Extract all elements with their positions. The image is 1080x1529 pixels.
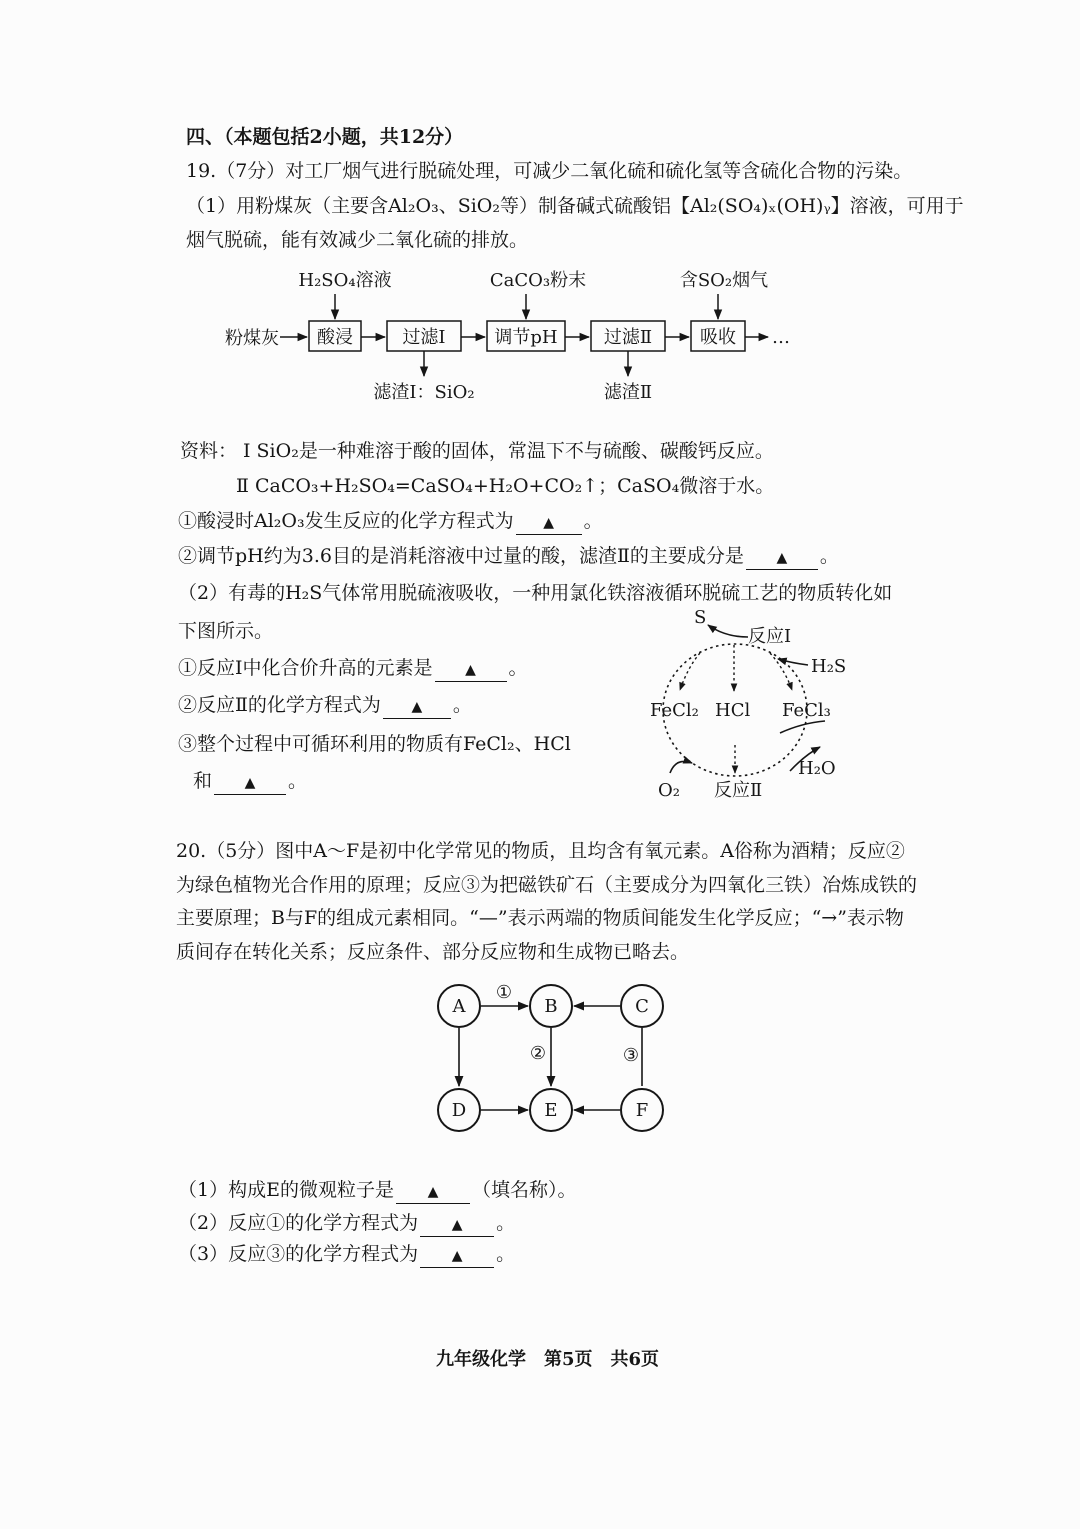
q19-1-2: ②调节pH约为3.6目的是消耗溶液中过量的酸，滤渣Ⅱ的主要成分是 ▲ 。 [178,543,839,570]
flow-start: 粉煤灰 [225,328,279,349]
page-footer: 九年级化学 第5页 共6页 [436,1349,660,1370]
flow-box-label: 调节pH [494,327,558,348]
svg-text:C: C [635,996,649,1017]
info-2: Ⅱ CaCO₃+H₂SO₄=CaSO₄+H₂O+CO₂↑；CaSO₄微溶于水。 [236,475,775,497]
q19-p1-line1: （1）用粉煤灰（主要含Al₂O₃、SiO₂等）制备碱式硫酸铝【Al₂(SO₄)ₓ(OH)ᵧ】溶液，可用于 [186,195,964,217]
q19-2-3: ③整个过程中可循环利用的物质有FeCl₂、HCl [178,733,571,755]
answer-blank[interactable]: ▲ [214,770,286,795]
cycle-label-reaction-2: 反应Ⅱ [714,780,763,801]
q19-2-2: ②反应Ⅱ的化学方程式为 ▲ 。 [178,692,472,719]
svg-text:E: E [544,1100,558,1121]
cycle-label-h2o: H₂O [798,758,836,779]
svg-text:B: B [544,996,558,1017]
flow-input-caco3: CaCO₃粉末 [489,270,587,291]
flow-box-label: 过滤Ⅱ [603,327,653,348]
cycle-label-s: S [694,607,707,628]
answer-blank[interactable]: ▲ [516,510,582,535]
svg-text:A: A [452,996,466,1017]
flow-input-h2so4: H₂SO₄溶液 [298,270,392,291]
q20-line3: 主要原理；B与F的组成元素相同。“—”表示两端的物质间能发生化学反应；“→”表示物 [176,907,904,929]
node-b [530,985,572,1027]
cycle-label-o2: O₂ [658,780,680,801]
cycle-diagram [630,595,900,810]
flow-end: … [772,327,790,348]
answer-blank[interactable]: ▲ [396,1179,470,1204]
flow-diagram [0,0,1080,420]
answer-blank[interactable]: ▲ [420,1212,494,1237]
answer-blank[interactable]: ▲ [383,694,451,719]
node-a [438,985,480,1027]
q19-1-1: ①酸浸时Al₂O₃发生反应的化学方程式为 ▲ 。 [178,508,603,535]
q19-p2-line2: 下图所示。 [178,620,274,642]
info-label: 资料： [180,440,238,462]
reaction-1-label: ① [495,982,513,1003]
q20-q1: （1）构成E的微观粒子是 ▲ （填名称）。 [178,1177,576,1204]
q19-p1-line2: 烟气脱硫，能有效减少二氧化硫的排放。 [186,229,529,251]
flow-box-label: 吸收 [700,327,736,348]
q19-2-3b: 和 ▲ 。 [193,768,307,795]
cycle-label-reaction-1: 反应Ⅰ [748,626,792,647]
cycle-label-hcl: HCl [715,700,751,721]
svg-text:D: D [451,1100,467,1121]
q20-line1: 20.（5分）图中A～F是初中化学常见的物质，且均含有氧元素。A俗称为酒精；反应② [176,840,905,862]
node-c [621,985,663,1027]
svg-text:F: F [635,1100,649,1121]
q20-line4: 质间存在转化关系；反应条件、部分反应物和生成物已略去。 [176,941,690,963]
node-e [530,1089,572,1131]
node-diagram [420,970,690,1140]
node-d [438,1089,480,1131]
flow-box-label: 过滤Ⅰ [402,327,446,348]
node-f [621,1089,663,1131]
flow-output-residue-2: 滤渣Ⅱ [603,382,653,403]
answer-blank[interactable]: ▲ [435,657,507,682]
reaction-3-label: ③ [622,1045,640,1066]
q19-header: 19.（7分）对工厂烟气进行脱硫处理，可减少二氧化硫和硫化氢等含硫化合物的污染。 [186,160,913,182]
reaction-2-label: ② [529,1043,547,1064]
info-1: Ⅰ SiO₂是一种难溶于酸的固体，常温下不与硫酸、碳酸钙反应。 [243,440,774,462]
q20-q2: （2）反应①的化学方程式为 ▲ 。 [178,1210,515,1237]
q19-p2-line1: （2）有毒的H₂S气体常用脱硫液吸收，一种用氯化铁溶液循环脱硫工艺的物质转化如 [178,582,893,604]
q20-line2: 为绿色植物光合作用的原理；反应③为把磁铁矿石（主要成分为四氧化三铁）冶炼成铁的 [176,874,918,896]
q20-q3: （3）反应③的化学方程式为 ▲ 。 [178,1241,515,1268]
cycle-label-fecl2: FeCl₂ [650,700,699,721]
answer-blank[interactable]: ▲ [420,1243,494,1268]
cycle-label-fecl3: FeCl₃ [782,700,831,721]
flow-input-so2-gas: 含SO₂烟气 [679,270,769,291]
section-title: 四、（本题包括2小题，共12分） [186,126,464,148]
cycle-label-h2s: H₂S [811,656,847,677]
flow-box-label: 酸浸 [317,327,353,348]
q19-2-1: ①反应Ⅰ中化合价升高的元素是 ▲ 。 [178,655,528,682]
answer-blank[interactable]: ▲ [746,545,818,570]
flow-output-residue-1: 滤渣Ⅰ：SiO₂ [373,382,475,403]
